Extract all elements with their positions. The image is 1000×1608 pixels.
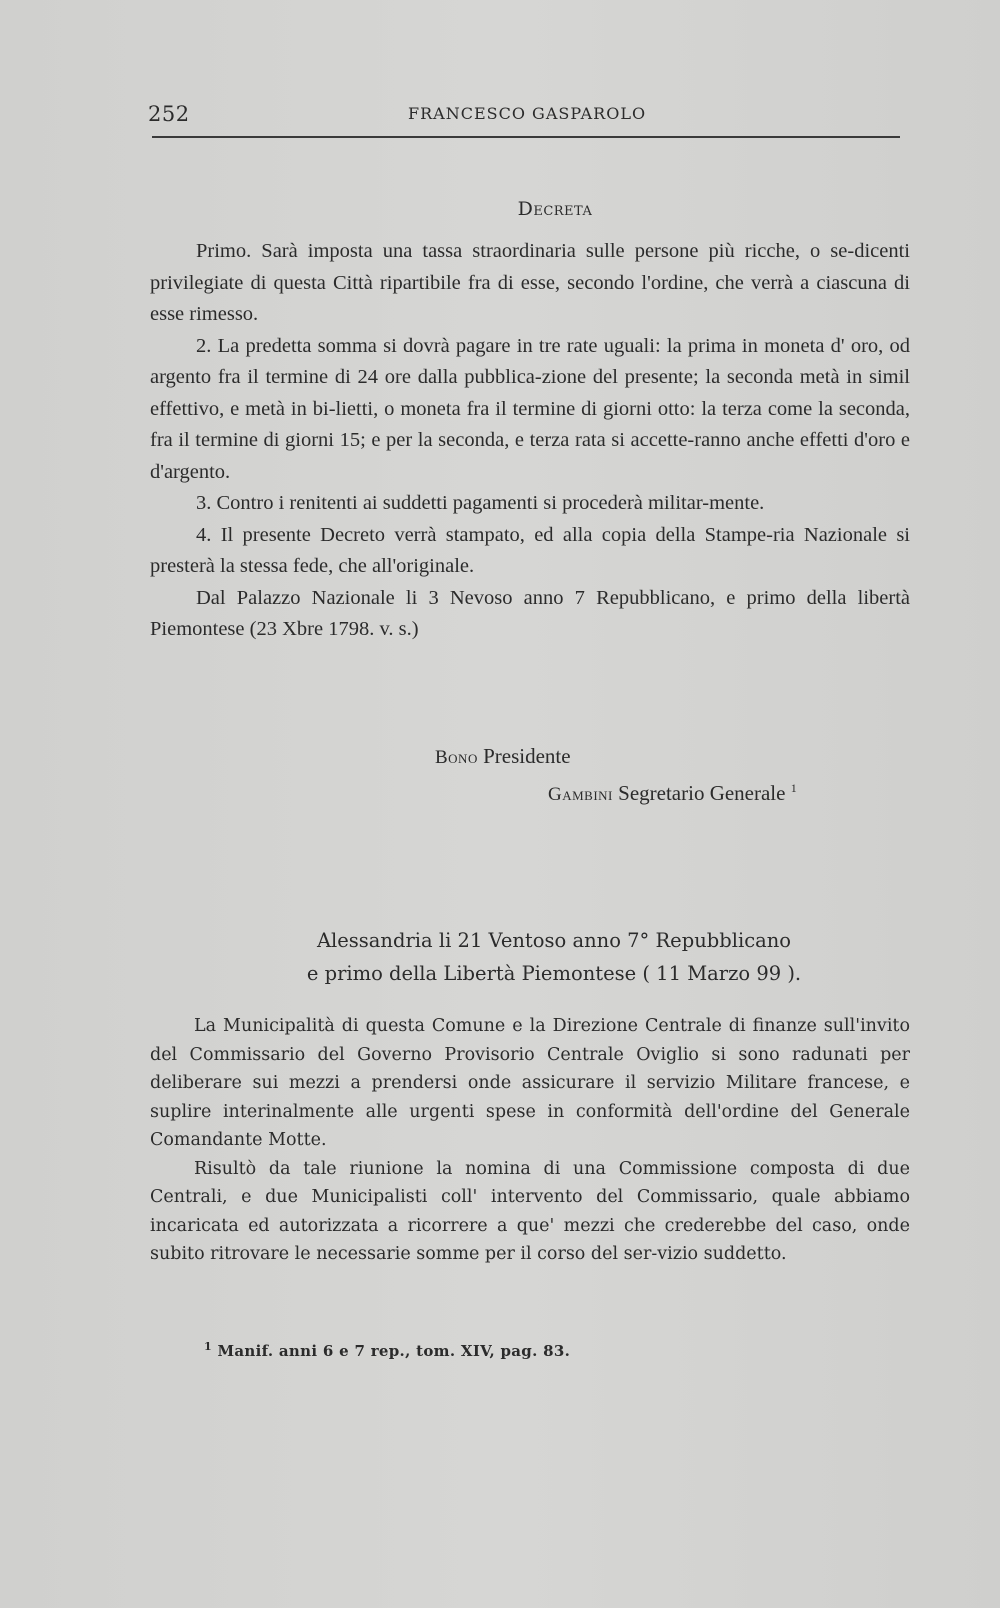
municipality-paragraph: La Municipalità di questa Comune e la Direzione Centrale di finanze sull'invito del Commissario del Governo Provisorio Centrale Oviglio si sono radunati per deliberare sui mezzi a prendersi onde assicurare il servizio Militare francese, e suplire interinalmente alle urgenti spese in conformità dell'ordine del Generale Comandante Motte.	[150, 1016, 910, 1150]
header-rule	[152, 136, 900, 138]
signature-secretary-role: Segretario Generale	[618, 781, 786, 805]
decree-paragraph: Primo. Sarà imposta una tassa straordinaria sulle persone più ricche, o se-dicenti privilegiate di questa Città ripartibile fra di esse, secondo l'ordine, che verrà a ciascuna di esse rimesso.	[150, 240, 910, 325]
footnote-text: Manif. anni 6 e 7 rep., tom. XIV, pag. 83.	[217, 1342, 571, 1360]
municipality-paragraph: Risultò da tale riunione la nomina di una Commissione composta di due Centrali, e due Municipalisti coll' intervento del Commissario, quale abbiamo incaricata ed autorizzata a ricorrere a que' mezzi che crederebbe del caso, onde subito ritrovare le necessarie somme per il corso del ser-vizio suddetto.	[150, 1158, 910, 1264]
signature-president-role: Presidente	[483, 744, 571, 768]
decree-paragraph: 3. Contro i renitenti ai suddetti pagamenti si procederà militar-mente.	[196, 492, 765, 514]
decree-body	[150, 236, 910, 646]
signature-secretary-name: Gambini	[548, 784, 613, 805]
signature-president-name: Bono	[435, 747, 478, 768]
decree-paragraph: 4. Il presente Decreto verrà stampato, ed alla copia della Stampe-ria Nazionale si presterà la stessa fede, che all'originale.	[150, 523, 910, 577]
footnote-reference: 1	[790, 781, 797, 795]
running-head: FRANCESCO GASPAROLO	[408, 104, 647, 123]
signature-president	[435, 744, 571, 769]
footnote-mark: 1	[204, 1340, 212, 1353]
place-date-line: Alessandria li 21 Ventoso anno 7° Repubblicano	[316, 929, 792, 952]
decree-title: Decreta	[517, 198, 593, 220]
signature-secretary	[548, 781, 797, 806]
place-date	[150, 924, 910, 990]
footnote	[204, 1340, 570, 1360]
page-header	[148, 100, 900, 130]
place-date-line: e primo della Libertà Piemontese ( 11 Marzo 99 ).	[306, 962, 802, 985]
page-number: 252	[148, 102, 190, 126]
municipality-body	[150, 1012, 910, 1269]
decree-paragraph: Dal Palazzo Nazionale li 3 Nevoso anno 7 Repubblicano, e primo della libertà Piemontese (23 Xbre 1798. v. s.)	[150, 586, 910, 640]
decree-paragraph: 2. La predetta somma si dovrà pagare in tre rate uguali: la prima in moneta d' oro, od argento fra il termine di 24 ore dalla pubblica-zione del presente; la seconda metà in simil effettivo, e metà in bi-lietti, o moneta fra il termine di giorni otto: la terza come la seconda, fra il termine di giorni 15; e per la seconda, e terza rata si accette-ranno anche effetti d'oro e d'argento.	[150, 334, 910, 483]
